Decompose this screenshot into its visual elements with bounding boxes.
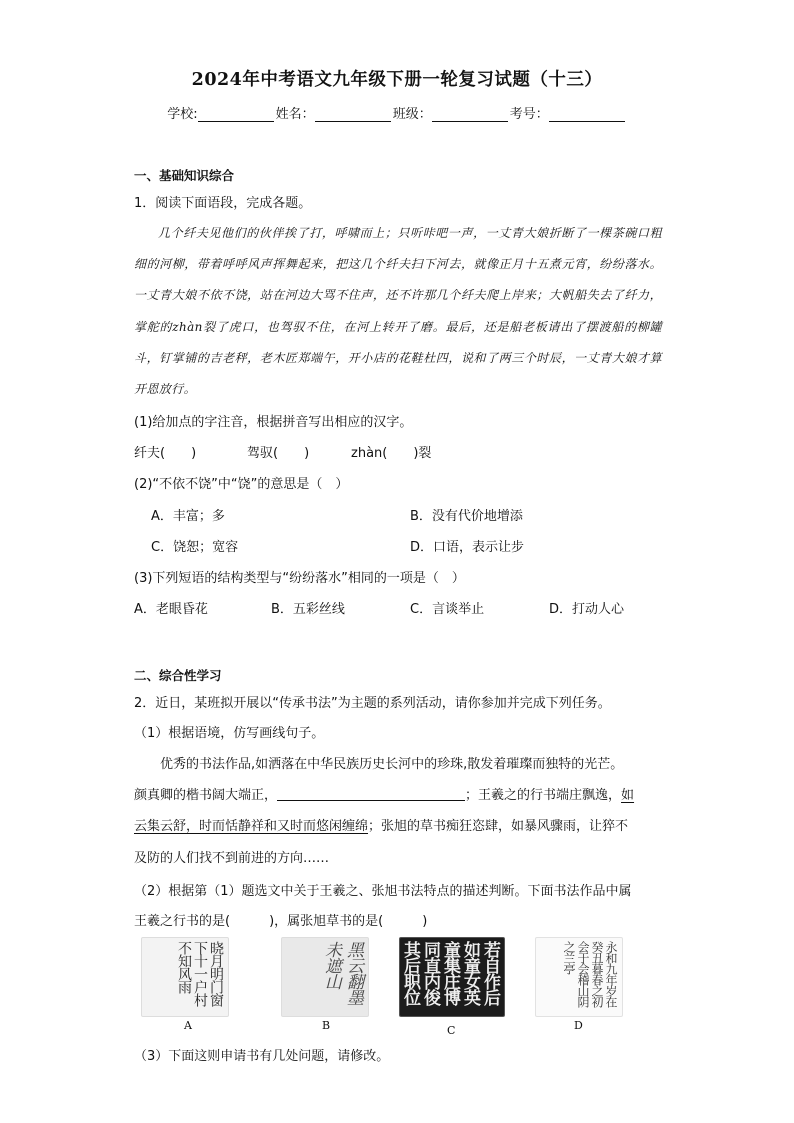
q1-stem: 1．阅读下面语段，完成各题。 <box>134 196 312 211</box>
q1-sub3: (3)下列短语的结构类型与“纷纷落水”相同的一项是（ ） <box>134 571 465 586</box>
calligraphy-image-d <box>535 937 623 1017</box>
exam-no-label: 考号： <box>509 107 549 122</box>
q2-sub1: （1）根据语境，仿写画线句子。 <box>134 726 325 741</box>
image-label-d: D <box>574 1019 583 1032</box>
q2-sub2-line1: （2）根据第（1）题选文中关于王羲之、张旭书法特点的描述判断。下面书法作品中属 <box>134 884 632 899</box>
q1-sub2: (2)“不依不饶”中“饶”的意思是（ ） <box>134 477 349 492</box>
q2-para-line3 <box>134 815 628 834</box>
class-blank[interactable] <box>432 107 508 122</box>
school-blank[interactable] <box>198 107 274 122</box>
para-wang-text: ；王羲之的行书端庄飘逸， <box>465 788 622 803</box>
image-label-c: C <box>447 1024 456 1037</box>
section1-heading: 一、基础知识综合 <box>134 168 235 183</box>
calligraphy-c-glyphs: 若自作后如童女英童集庄博同直内俊其后职位 <box>400 941 500 1005</box>
passage-text: 几个纤夫见他们的伙伴挨了打，呼啸而上；只听咔吧一声，一丈青大娘折断了一棵茶碗口粗细的河柳，带着呼呼风声挥舞起来，把这几个纤夫扫下河去，就像正月十五煮元宵，纷纷落水。一丈青大娘不依不饶，站在河边大骂不住声，还不许那几个纤夫爬上岸来；大帆船失去了纤力，掌舵的zhàn裂了虎口，也驾驭不住，在河上转开了磨。最后，还是船老板请出了摆渡船的柳罐斗，钉掌铺的吉老秤，老木匠郑端午，开小店的花鞋杜四，说和了两三个时辰，一丈青大娘才算开恩放行。 <box>134 226 662 397</box>
image-label-b: B <box>322 1019 331 1032</box>
name-blank[interactable] <box>315 107 391 122</box>
q1-sub1-item2: 驾驭( ) <box>247 446 310 461</box>
q2-sub2-line2: 王羲之行书的是( )，属张旭草书的是( ) <box>134 914 428 929</box>
underlined-sentence-start: 如 <box>621 788 635 803</box>
image-label-a: A <box>184 1019 192 1032</box>
q1-sub1-item3: zhàn( )裂 <box>351 446 432 461</box>
q1-sub3-option-b[interactable]: B．五彩丝线 <box>271 602 345 617</box>
exam-no-blank[interactable] <box>549 107 625 122</box>
calligraphy-d-glyphs: 永和九年岁在癸丑暮春之初会于会稽山阴之兰亭 <box>562 941 618 1007</box>
school-label: 学校: <box>167 107 198 122</box>
class-label: 班级： <box>392 107 432 122</box>
q1-sub2-option-c[interactable]: C．饶恕；宽容 <box>151 540 239 555</box>
q1-sub2-option-b[interactable]: B．没有代价地增添 <box>410 509 523 524</box>
para-zhang-text: ；张旭的草书痴狂恣肆，如暴风骤雨，让猝不 <box>368 819 629 834</box>
reading-passage <box>134 218 662 405</box>
section2-heading: 二、综合性学习 <box>134 668 222 683</box>
student-info-row <box>0 103 794 122</box>
q1-sub1-item1: 纤夫( ) <box>134 446 197 461</box>
para-yan-text: 颜真卿的楷书阔大端正， <box>134 788 278 803</box>
calligraphy-image-c <box>399 937 505 1017</box>
calligraphy-a-glyphs: 晓月明门窗下十一户村不知风雨 <box>176 941 224 1006</box>
q1-sub3-option-c[interactable]: C．言谈举止 <box>410 602 485 617</box>
calligraphy-image-b <box>281 937 369 1017</box>
imitation-answer-blank[interactable] <box>277 786 465 801</box>
calligraphy-b-glyphs: 黑云翻墨未遮山 <box>321 941 363 1005</box>
q2-sub3: （3）下面这则申请书有几处问题，请修改。 <box>134 1049 390 1064</box>
name-label: 姓名： <box>275 107 315 122</box>
calligraphy-image-a <box>141 937 229 1017</box>
page-title: 2024年中考语文九年级下册一轮复习试题（十三） <box>191 70 603 90</box>
underlined-sentence: 云集云舒，时而恬静祥和又时而悠闲缠绵 <box>134 819 369 834</box>
q1-sub2-option-d[interactable]: D．口语，表示让步 <box>410 540 525 555</box>
q2-para-line1: 优秀的书法作品,如洒落在中华民族历史长河中的珍珠,散发着璀璨而独特的光芒。 <box>160 757 624 772</box>
q2-para-line2 <box>134 784 634 803</box>
q1-sub3-option-a[interactable]: A．老眼昏花 <box>134 602 208 617</box>
q1-sub2-option-a[interactable]: A．丰富；多 <box>151 509 225 524</box>
q2-para-line4: 及防的人们找不到前进的方向…… <box>134 851 330 866</box>
q1-sub3-option-d[interactable]: D．打动人心 <box>549 602 625 617</box>
q2-stem: 2．近日，某班拟开展以“传承书法”为主题的系列活动，请你参加并完成下列任务。 <box>134 696 611 711</box>
q1-sub1: (1)给加点的字注音，根据拼音写出相应的汉字。 <box>134 415 413 430</box>
